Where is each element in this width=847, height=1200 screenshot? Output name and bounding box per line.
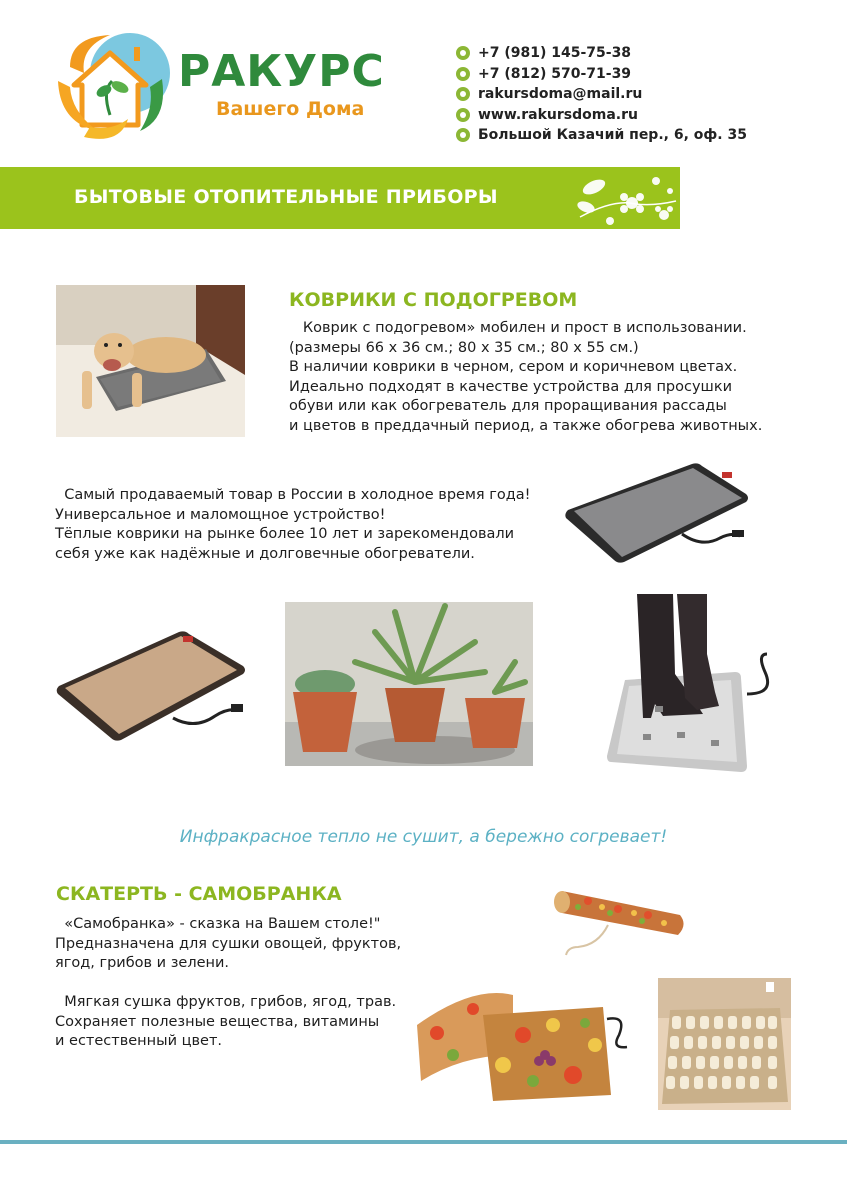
flower-pattern-icon <box>570 167 680 229</box>
contacts-list <box>456 43 747 146</box>
gray-mat-photo <box>562 458 752 570</box>
boots-on-mat-photo <box>607 594 782 774</box>
contact-address <box>456 125 747 146</box>
contact-text: Большой Казачий пер., 6, оф. 35 <box>478 127 747 144</box>
phone-icon <box>456 67 470 81</box>
section1-text: Коврик с подогревом» мобилен и прост в использовании. (размеры 66 х 36 см.; 80 х 35 см.; 80 х 55 см.) В наличии коврики в черном, сером и коричневом цветах. Идеально подходят в качестве устройства для просушки обуви или как обогреватель для проращивания рассады и цветов в преддачный период, а также обогрева животных. <box>289 320 763 434</box>
potted-plants-photo <box>285 602 533 766</box>
contact-email[interactable] <box>456 84 747 105</box>
contact-phone-2[interactable] <box>456 64 747 85</box>
brand-name: РАКУРС <box>178 46 385 97</box>
section2-title: СКАТЕРТЬ - САМОБРАНКА <box>56 883 342 905</box>
contact-text: +7 (981) 145-75-38 <box>478 45 632 62</box>
contact-website[interactable] <box>456 105 747 126</box>
promo-text: Самый продаваемый товар в России в холодное время года! Универсальное и маломощное устройство! Тёплые коврики на рынке более 10 лет и зарекомендовали себя уже как надёжные и долговечные обогреватели. <box>55 487 531 562</box>
section2-text: «Самобранка» - сказка на Вашем столе!" Предназначена для сушки овощей, фруктов, ягод, грибов и зелени. Мягкая сушка фруктов, грибов, ягод, трав. Сохраняет полезные вещества, витамины и естественный цвет. <box>55 916 402 1049</box>
beige-mat-photo <box>55 628 247 746</box>
contact-text: www.rakursdoma.ru <box>478 106 638 123</box>
location-icon <box>456 128 470 142</box>
dog-on-mat-photo <box>56 285 245 437</box>
rolled-tablecloth-photo <box>548 885 688 965</box>
banner-title: БЫТОВЫЕ ОТОПИТЕЛЬНЫЕ ПРИБОРЫ <box>74 186 498 208</box>
footer-divider <box>0 1140 847 1144</box>
mail-icon <box>456 87 470 101</box>
contact-text: rakursdoma@mail.ru <box>478 86 643 103</box>
drying-tray-photo <box>658 978 791 1110</box>
section1-title: КОВРИКИ С ПОДОГРЕВОМ <box>289 289 578 311</box>
contact-phone-1[interactable] <box>456 43 747 64</box>
logo-house-icon <box>50 27 178 139</box>
slogan: Инфракрасное тепло не сушит, а бережно согревает! <box>179 827 668 847</box>
brand-tagline: Вашего Дома <box>216 98 365 120</box>
contact-text: +7 (812) 570-71-39 <box>478 65 632 82</box>
home-icon <box>456 108 470 122</box>
fruit-tablecloth-photo <box>413 985 638 1107</box>
phone-icon <box>456 46 470 60</box>
